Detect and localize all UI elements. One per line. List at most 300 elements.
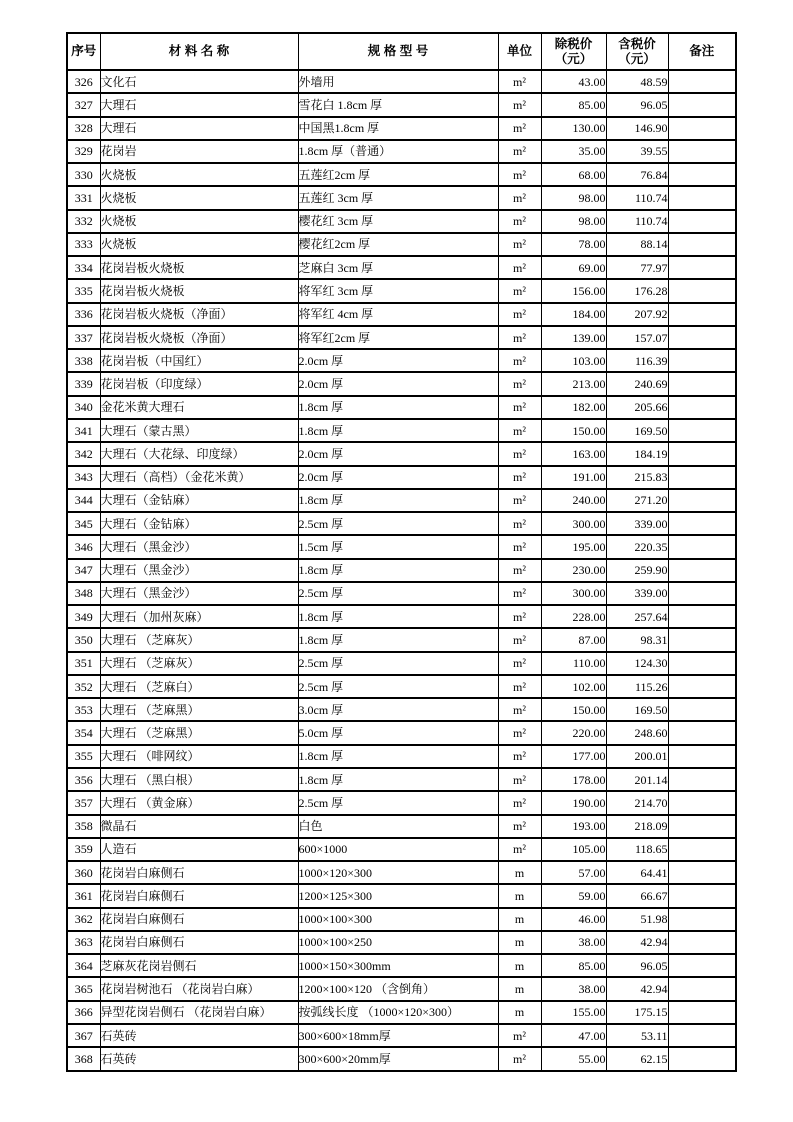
table-row xyxy=(67,931,736,954)
table-row xyxy=(67,419,736,442)
cell-price-extax: 68.00 xyxy=(541,163,606,186)
cell-unit: m xyxy=(498,1001,541,1024)
cell-unit: m² xyxy=(498,419,541,442)
cell-price-extax: 300.00 xyxy=(541,512,606,535)
cell-price-inctax: 77.97 xyxy=(606,256,668,279)
cell-unit: m² xyxy=(498,628,541,651)
cell-material-name: 大理石（蒙古黑） xyxy=(100,419,298,442)
cell-price-extax: 182.00 xyxy=(541,396,606,419)
cell-price-extax: 230.00 xyxy=(541,559,606,582)
cell-price-inctax: 339.00 xyxy=(606,582,668,605)
cell-unit: m² xyxy=(498,791,541,814)
cell-price-inctax: 51.98 xyxy=(606,908,668,931)
cell-note xyxy=(668,908,736,931)
cell-spec: 2.5cm 厚 xyxy=(298,582,498,605)
cell-material-name: 花岗岩白麻侧石 xyxy=(100,931,298,954)
cell-price-extax: 105.00 xyxy=(541,838,606,861)
cell-price-inctax: 218.09 xyxy=(606,815,668,838)
cell-price-inctax: 339.00 xyxy=(606,512,668,535)
header-price-extax xyxy=(541,33,606,70)
table-row xyxy=(67,117,736,140)
cell-seq: 358 xyxy=(67,815,100,838)
cell-spec: 将军红 4cm 厚 xyxy=(298,303,498,326)
cell-spec: 1.8cm 厚 xyxy=(298,396,498,419)
cell-price-inctax: 96.05 xyxy=(606,954,668,977)
cell-seq: 336 xyxy=(67,303,100,326)
cell-note xyxy=(668,977,736,1000)
cell-material-name: 大理石（黑金沙） xyxy=(100,559,298,582)
materials-price-table xyxy=(66,32,737,1072)
cell-note xyxy=(668,652,736,675)
cell-spec: 外墙用 xyxy=(298,70,498,93)
cell-material-name: 大理石（金钻麻） xyxy=(100,512,298,535)
cell-material-name: 大理石（大花绿、印度绿） xyxy=(100,442,298,465)
cell-unit: m² xyxy=(498,349,541,372)
cell-price-inctax: 76.84 xyxy=(606,163,668,186)
cell-spec: 1.8cm 厚 xyxy=(298,745,498,768)
cell-price-inctax: 66.67 xyxy=(606,884,668,907)
cell-price-extax: 177.00 xyxy=(541,745,606,768)
cell-spec: 雪花白 1.8cm 厚 xyxy=(298,93,498,116)
cell-price-extax: 78.00 xyxy=(541,233,606,256)
cell-spec: 300×600×20mm厚 xyxy=(298,1047,498,1071)
cell-seq: 338 xyxy=(67,349,100,372)
cell-note xyxy=(668,1001,736,1024)
cell-note xyxy=(668,884,736,907)
cell-unit: m xyxy=(498,954,541,977)
cell-price-extax: 130.00 xyxy=(541,117,606,140)
table-row xyxy=(67,559,736,582)
cell-note xyxy=(668,838,736,861)
cell-note xyxy=(668,326,736,349)
cell-price-inctax: 175.15 xyxy=(606,1001,668,1024)
table-row xyxy=(67,279,736,302)
cell-price-extax: 102.00 xyxy=(541,675,606,698)
cell-seq: 330 xyxy=(67,163,100,186)
table-row xyxy=(67,140,736,163)
cell-unit: m² xyxy=(498,675,541,698)
cell-unit: m² xyxy=(498,721,541,744)
header-spec: 规 格 型 号 xyxy=(298,33,498,70)
table-row xyxy=(67,442,736,465)
cell-price-extax: 87.00 xyxy=(541,628,606,651)
cell-spec: 五莲红 3cm 厚 xyxy=(298,186,498,209)
cell-spec: 2.0cm 厚 xyxy=(298,466,498,489)
cell-material-name: 人造石 xyxy=(100,838,298,861)
cell-price-extax: 150.00 xyxy=(541,698,606,721)
table-row xyxy=(67,1001,736,1024)
cell-note xyxy=(668,396,736,419)
cell-spec: 2.5cm 厚 xyxy=(298,652,498,675)
cell-seq: 343 xyxy=(67,466,100,489)
table-row xyxy=(67,884,736,907)
cell-unit: m xyxy=(498,977,541,1000)
cell-price-extax: 184.00 xyxy=(541,303,606,326)
cell-note xyxy=(668,466,736,489)
cell-unit: m xyxy=(498,908,541,931)
price-table-header xyxy=(67,33,736,70)
cell-note xyxy=(668,745,736,768)
cell-spec: 2.5cm 厚 xyxy=(298,791,498,814)
cell-price-inctax: 205.66 xyxy=(606,396,668,419)
cell-unit: m xyxy=(498,861,541,884)
cell-spec: 1.8cm 厚（普通） xyxy=(298,140,498,163)
table-row xyxy=(67,1047,736,1071)
cell-material-name: 火烧板 xyxy=(100,210,298,233)
cell-seq: 334 xyxy=(67,256,100,279)
cell-price-inctax: 118.65 xyxy=(606,838,668,861)
cell-note xyxy=(668,605,736,628)
table-row xyxy=(67,163,736,186)
cell-price-inctax: 146.90 xyxy=(606,117,668,140)
cell-note xyxy=(668,791,736,814)
cell-material-name: 花岗岩板（印度绿） xyxy=(100,372,298,395)
cell-price-inctax: 207.92 xyxy=(606,303,668,326)
cell-note xyxy=(668,117,736,140)
table-row xyxy=(67,652,736,675)
cell-unit: m² xyxy=(498,745,541,768)
cell-seq: 366 xyxy=(67,1001,100,1024)
cell-material-name: 大理石 （芝麻黑） xyxy=(100,698,298,721)
cell-seq: 333 xyxy=(67,233,100,256)
cell-price-extax: 156.00 xyxy=(541,279,606,302)
table-row xyxy=(67,210,736,233)
cell-seq: 341 xyxy=(67,419,100,442)
cell-note xyxy=(668,559,736,582)
cell-price-extax: 155.00 xyxy=(541,1001,606,1024)
cell-material-name: 花岗岩树池石 （花岗岩白麻） xyxy=(100,977,298,1000)
cell-price-inctax: 39.55 xyxy=(606,140,668,163)
cell-price-extax: 139.00 xyxy=(541,326,606,349)
cell-note xyxy=(668,303,736,326)
cell-unit: m² xyxy=(498,512,541,535)
cell-material-name: 大理石（金钻麻） xyxy=(100,489,298,512)
cell-material-name: 花岗岩板（中国红） xyxy=(100,349,298,372)
cell-note xyxy=(668,256,736,279)
cell-unit: m² xyxy=(498,605,541,628)
header-price-inctax xyxy=(606,33,668,70)
cell-unit: m² xyxy=(498,140,541,163)
cell-seq: 337 xyxy=(67,326,100,349)
cell-price-inctax: 257.64 xyxy=(606,605,668,628)
table-row xyxy=(67,698,736,721)
cell-unit: m² xyxy=(498,163,541,186)
cell-seq: 348 xyxy=(67,582,100,605)
table-row xyxy=(67,745,736,768)
cell-note xyxy=(668,931,736,954)
cell-note xyxy=(668,210,736,233)
cell-material-name: 大理石（黑金沙） xyxy=(100,535,298,558)
header-price-inctax-line2: （元） xyxy=(618,51,656,66)
cell-note xyxy=(668,1047,736,1071)
cell-seq: 332 xyxy=(67,210,100,233)
cell-price-extax: 191.00 xyxy=(541,466,606,489)
cell-price-extax: 59.00 xyxy=(541,884,606,907)
cell-price-inctax: 200.01 xyxy=(606,745,668,768)
cell-material-name: 文化石 xyxy=(100,70,298,93)
cell-seq: 361 xyxy=(67,884,100,907)
cell-price-extax: 98.00 xyxy=(541,210,606,233)
cell-spec: 1000×150×300mm xyxy=(298,954,498,977)
cell-seq: 352 xyxy=(67,675,100,698)
table-row xyxy=(67,1024,736,1047)
cell-spec: 五莲红2cm 厚 xyxy=(298,163,498,186)
table-row xyxy=(67,838,736,861)
cell-seq: 364 xyxy=(67,954,100,977)
cell-material-name: 花岗岩白麻侧石 xyxy=(100,884,298,907)
cell-seq: 367 xyxy=(67,1024,100,1047)
cell-seq: 328 xyxy=(67,117,100,140)
cell-price-extax: 150.00 xyxy=(541,419,606,442)
cell-material-name: 石英砖 xyxy=(100,1047,298,1071)
cell-price-inctax: 248.60 xyxy=(606,721,668,744)
cell-price-inctax: 53.11 xyxy=(606,1024,668,1047)
cell-note xyxy=(668,768,736,791)
cell-note xyxy=(668,861,736,884)
cell-price-extax: 193.00 xyxy=(541,815,606,838)
cell-note xyxy=(668,70,736,93)
cell-price-inctax: 259.90 xyxy=(606,559,668,582)
cell-unit: m² xyxy=(498,838,541,861)
cell-spec: 1.8cm 厚 xyxy=(298,489,498,512)
cell-material-name: 芝麻灰花岗岩侧石 xyxy=(100,954,298,977)
cell-seq: 331 xyxy=(67,186,100,209)
cell-spec: 1000×100×250 xyxy=(298,931,498,954)
cell-spec: 3.0cm 厚 xyxy=(298,698,498,721)
table-row xyxy=(67,535,736,558)
cell-spec: 1.8cm 厚 xyxy=(298,628,498,651)
table-row xyxy=(67,93,736,116)
table-row xyxy=(67,768,736,791)
cell-price-extax: 47.00 xyxy=(541,1024,606,1047)
cell-price-inctax: 110.74 xyxy=(606,210,668,233)
cell-price-extax: 38.00 xyxy=(541,931,606,954)
cell-unit: m² xyxy=(498,279,541,302)
cell-price-inctax: 215.83 xyxy=(606,466,668,489)
cell-unit: m² xyxy=(498,326,541,349)
cell-price-inctax: 62.15 xyxy=(606,1047,668,1071)
cell-price-extax: 195.00 xyxy=(541,535,606,558)
cell-spec: 将军红2cm 厚 xyxy=(298,326,498,349)
cell-price-inctax: 98.31 xyxy=(606,628,668,651)
cell-spec: 1000×120×300 xyxy=(298,861,498,884)
cell-price-extax: 46.00 xyxy=(541,908,606,931)
header-price-extax-line1: 除税价 xyxy=(554,36,593,51)
table-row xyxy=(67,489,736,512)
cell-material-name: 大理石 xyxy=(100,93,298,116)
cell-price-inctax: 42.94 xyxy=(606,977,668,1000)
cell-unit: m² xyxy=(498,442,541,465)
cell-price-extax: 178.00 xyxy=(541,768,606,791)
cell-note xyxy=(668,698,736,721)
cell-seq: 340 xyxy=(67,396,100,419)
table-row xyxy=(67,233,736,256)
cell-material-name: 大理石（黑金沙） xyxy=(100,582,298,605)
cell-note xyxy=(668,372,736,395)
cell-unit: m² xyxy=(498,1024,541,1047)
cell-material-name: 大理石 （黑白根） xyxy=(100,768,298,791)
cell-note xyxy=(668,186,736,209)
header-note: 备注 xyxy=(668,33,736,70)
cell-material-name: 大理石（高档）（金花米黄） xyxy=(100,466,298,489)
cell-note xyxy=(668,512,736,535)
cell-price-inctax: 201.14 xyxy=(606,768,668,791)
cell-note xyxy=(668,233,736,256)
cell-seq: 360 xyxy=(67,861,100,884)
cell-unit: m² xyxy=(498,396,541,419)
cell-note xyxy=(668,489,736,512)
cell-seq: 355 xyxy=(67,745,100,768)
cell-price-extax: 57.00 xyxy=(541,861,606,884)
table-row xyxy=(67,186,736,209)
cell-seq: 362 xyxy=(67,908,100,931)
table-row xyxy=(67,791,736,814)
cell-spec: 樱花红2cm 厚 xyxy=(298,233,498,256)
cell-unit: m² xyxy=(498,489,541,512)
cell-price-inctax: 169.50 xyxy=(606,698,668,721)
cell-note xyxy=(668,93,736,116)
cell-spec: 5.0cm 厚 xyxy=(298,721,498,744)
cell-unit: m² xyxy=(498,93,541,116)
cell-material-name: 微晶石 xyxy=(100,815,298,838)
cell-note xyxy=(668,349,736,372)
cell-material-name: 石英砖 xyxy=(100,1024,298,1047)
header-price-inctax-line1: 含税价 xyxy=(618,36,656,51)
cell-price-extax: 240.00 xyxy=(541,489,606,512)
cell-note xyxy=(668,140,736,163)
cell-spec: 1.8cm 厚 xyxy=(298,419,498,442)
cell-material-name: 大理石（加州灰麻） xyxy=(100,605,298,628)
cell-unit: m² xyxy=(498,559,541,582)
table-row xyxy=(67,977,736,1000)
cell-spec: 1.8cm 厚 xyxy=(298,605,498,628)
cell-unit: m² xyxy=(498,652,541,675)
cell-spec: 白色 xyxy=(298,815,498,838)
cell-seq: 353 xyxy=(67,698,100,721)
cell-price-extax: 85.00 xyxy=(541,954,606,977)
table-row xyxy=(67,303,736,326)
cell-seq: 350 xyxy=(67,628,100,651)
cell-spec: 1000×100×300 xyxy=(298,908,498,931)
cell-note xyxy=(668,675,736,698)
cell-unit: m² xyxy=(498,256,541,279)
cell-material-name: 花岗岩白麻侧石 xyxy=(100,861,298,884)
cell-spec: 将军红 3cm 厚 xyxy=(298,279,498,302)
cell-seq: 345 xyxy=(67,512,100,535)
cell-price-extax: 110.00 xyxy=(541,652,606,675)
cell-price-inctax: 96.05 xyxy=(606,93,668,116)
cell-price-inctax: 64.41 xyxy=(606,861,668,884)
cell-note xyxy=(668,815,736,838)
cell-unit: m xyxy=(498,931,541,954)
table-row xyxy=(67,70,736,93)
cell-seq: 359 xyxy=(67,838,100,861)
cell-seq: 347 xyxy=(67,559,100,582)
cell-spec: 1.5cm 厚 xyxy=(298,535,498,558)
cell-spec: 按弧线长度 （1000×120×300） xyxy=(298,1001,498,1024)
cell-material-name: 金花米黄大理石 xyxy=(100,396,298,419)
cell-seq: 342 xyxy=(67,442,100,465)
cell-spec: 2.5cm 厚 xyxy=(298,512,498,535)
cell-seq: 363 xyxy=(67,931,100,954)
cell-price-extax: 213.00 xyxy=(541,372,606,395)
cell-spec: 樱花红 3cm 厚 xyxy=(298,210,498,233)
table-row xyxy=(67,349,736,372)
cell-unit: m² xyxy=(498,1047,541,1071)
cell-material-name: 火烧板 xyxy=(100,186,298,209)
cell-seq: 349 xyxy=(67,605,100,628)
cell-material-name: 大理石 （芝麻黑） xyxy=(100,721,298,744)
cell-material-name: 花岗岩 xyxy=(100,140,298,163)
cell-spec: 1.8cm 厚 xyxy=(298,559,498,582)
cell-material-name: 大理石 （芝麻灰） xyxy=(100,652,298,675)
table-row xyxy=(67,256,736,279)
cell-material-name: 大理石 （黄金麻） xyxy=(100,791,298,814)
cell-price-inctax: 184.19 xyxy=(606,442,668,465)
cell-price-inctax: 116.39 xyxy=(606,349,668,372)
cell-price-extax: 300.00 xyxy=(541,582,606,605)
cell-price-inctax: 110.74 xyxy=(606,186,668,209)
cell-price-extax: 69.00 xyxy=(541,256,606,279)
cell-material-name: 花岗岩板火烧板（净面） xyxy=(100,303,298,326)
cell-material-name: 花岗岩板火烧板 xyxy=(100,279,298,302)
cell-spec: 1200×125×300 xyxy=(298,884,498,907)
table-row xyxy=(67,675,736,698)
cell-price-inctax: 124.30 xyxy=(606,652,668,675)
cell-unit: m² xyxy=(498,815,541,838)
cell-seq: 346 xyxy=(67,535,100,558)
cell-seq: 327 xyxy=(67,93,100,116)
table-row xyxy=(67,326,736,349)
cell-unit: m² xyxy=(498,582,541,605)
cell-price-inctax: 42.94 xyxy=(606,931,668,954)
cell-price-extax: 220.00 xyxy=(541,721,606,744)
table-row xyxy=(67,466,736,489)
cell-price-extax: 163.00 xyxy=(541,442,606,465)
price-table-body xyxy=(67,70,736,1071)
table-row xyxy=(67,396,736,419)
table-row xyxy=(67,908,736,931)
table-row xyxy=(67,815,736,838)
cell-price-extax: 85.00 xyxy=(541,93,606,116)
cell-unit: m² xyxy=(498,535,541,558)
cell-unit: m² xyxy=(498,70,541,93)
table-row xyxy=(67,512,736,535)
cell-price-inctax: 115.26 xyxy=(606,675,668,698)
cell-unit: m² xyxy=(498,768,541,791)
cell-price-extax: 55.00 xyxy=(541,1047,606,1071)
cell-spec: 芝麻白 3cm 厚 xyxy=(298,256,498,279)
table-row xyxy=(67,861,736,884)
cell-price-extax: 35.00 xyxy=(541,140,606,163)
cell-material-name: 火烧板 xyxy=(100,233,298,256)
cell-spec: 2.5cm 厚 xyxy=(298,675,498,698)
cell-price-inctax: 48.59 xyxy=(606,70,668,93)
cell-price-inctax: 240.69 xyxy=(606,372,668,395)
cell-price-inctax: 88.14 xyxy=(606,233,668,256)
cell-seq: 351 xyxy=(67,652,100,675)
cell-spec: 2.0cm 厚 xyxy=(298,442,498,465)
cell-price-inctax: 157.07 xyxy=(606,326,668,349)
cell-material-name: 花岗岩白麻侧石 xyxy=(100,908,298,931)
table-row xyxy=(67,721,736,744)
cell-spec: 300×600×18mm厚 xyxy=(298,1024,498,1047)
cell-note xyxy=(668,419,736,442)
cell-note xyxy=(668,279,736,302)
cell-spec: 2.0cm 厚 xyxy=(298,372,498,395)
cell-seq: 357 xyxy=(67,791,100,814)
cell-seq: 356 xyxy=(67,768,100,791)
